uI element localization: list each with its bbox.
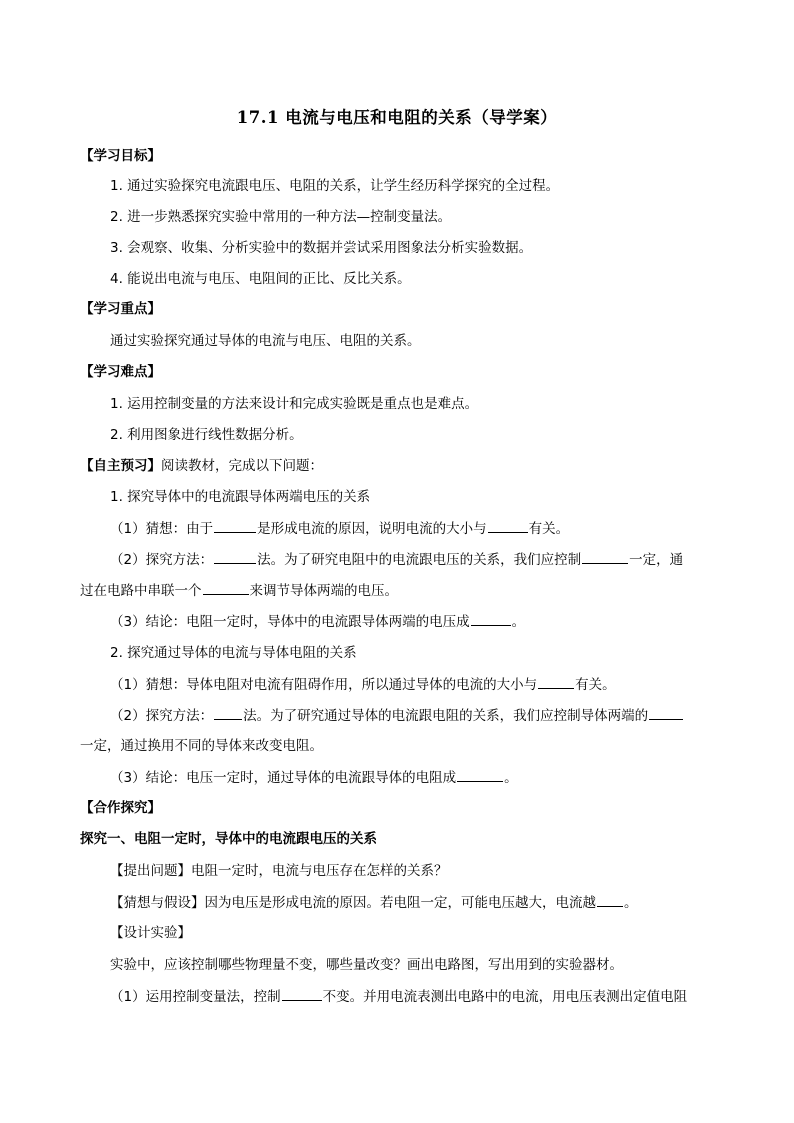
design-text: 实验中，应该控制哪些物理量不变，哪些量改变？画出电路图，写出用到的实验器材。 — [110, 957, 623, 973]
document-title: 17.1 电流与电压和电阻的关系（导学案） — [236, 108, 558, 127]
fill-blank[interactable] — [649, 705, 683, 720]
key-points-text: 通过实验探究通过导体的电流与电压、电阻的关系。 — [110, 333, 421, 349]
fill-blank[interactable] — [203, 580, 249, 595]
part2-q3: （3）结论：电压一定时，通过导体的电流跟导体的电阻成 。 — [110, 767, 518, 788]
part2-q1: （1）猜想：导体电阻对电流有阻碍作用，所以通过导体的电流的大小与 有关。 — [110, 674, 616, 695]
part1-q2: （2）探究方法： 法。为了研究电阻中的电流跟电压的关系，我们应控制 一定，通 — [110, 549, 683, 570]
preview-intro: 阅读教材，完成以下问题： — [161, 458, 323, 474]
preview-heading-line — [80, 456, 323, 476]
fill-blank[interactable] — [471, 611, 511, 626]
fill-blank[interactable] — [582, 549, 628, 564]
cooperate-heading: 【合作探究】 — [80, 800, 161, 816]
question-line: 【提出问题】电阻一定时，电流与电压存在怎样的关系？ — [110, 863, 448, 879]
explore1-title: 探究一、电阻一定时，导体中的电流跟电压的关系 — [80, 831, 377, 847]
part2-q2: （2）探究方法： 法。为了研究通过导体的电流跟电阻的关系，我们应控制导体两端的 — [110, 705, 684, 726]
hypothesis-line: 【猜想与假设】因为电压是形成电流的原因。若电阻一定，可能电压越大，电流越 。 — [110, 892, 638, 913]
fill-blank[interactable] — [214, 518, 256, 533]
part1-q1: （1）猜想：由于 是形成电流的原因，说明电流的大小与 有关。 — [110, 518, 569, 539]
fill-blank[interactable] — [488, 518, 528, 533]
preview-part1-title: 1. 探究导体中的电流跟导体两端电压的关系 — [110, 489, 371, 505]
part1-q2-cont: 过在电路中串联一个 来调节导体两端的电压。 — [80, 580, 398, 601]
key-points-heading: 【学习重点】 — [80, 301, 161, 317]
objective-item: 4. 能说出电流与电压、电阻间的正比、反比关系。 — [110, 271, 411, 287]
preview-part2-title: 2. 探究通过导体的电流与导体电阻的关系 — [110, 645, 357, 661]
fill-blank[interactable] — [282, 986, 322, 1001]
objective-item: 2. 进一步熟悉探究实验中常用的一种方法—控制变量法。 — [110, 209, 452, 225]
question-tag: 【提出问题】 — [110, 863, 191, 879]
difficulty-item: 2. 利用图象进行线性数据分析。 — [110, 427, 303, 443]
fill-blank[interactable] — [597, 892, 623, 907]
hypothesis-tag: 【猜想与假设】 — [110, 895, 205, 911]
fill-blank[interactable] — [214, 705, 242, 720]
fill-blank[interactable] — [214, 549, 256, 564]
fill-blank[interactable] — [538, 674, 574, 689]
part2-q2-cont: 一定，通过换用不同的导体来改变电阻。 — [80, 738, 323, 754]
fill-blank[interactable] — [457, 767, 503, 782]
objective-item: 3. 会观察、收集、分析实验中的数据并尝试采用图象法分析实验数据。 — [110, 240, 533, 256]
design-tag: 【设计实验】 — [110, 925, 191, 941]
preview-heading: 【自主预习】 — [80, 458, 161, 474]
difficulties-heading: 【学习难点】 — [80, 364, 161, 380]
step1-line: （1）运用控制变量法，控制 不变。并用电流表测出电路中的电流，用电压表测出定值电阻 — [110, 986, 687, 1007]
difficulty-item: 1. 运用控制变量的方法来设计和完成实验既是重点也是难点。 — [110, 396, 479, 412]
objective-item: 1. 通过实验探究电流跟电压、电阻的关系，让学生经历科学探究的全过程。 — [110, 178, 560, 194]
part1-q3: （3）结论：电阻一定时，导体中的电流跟导体两端的电压成 。 — [110, 611, 525, 632]
objectives-heading: 【学习目标】 — [80, 148, 161, 164]
